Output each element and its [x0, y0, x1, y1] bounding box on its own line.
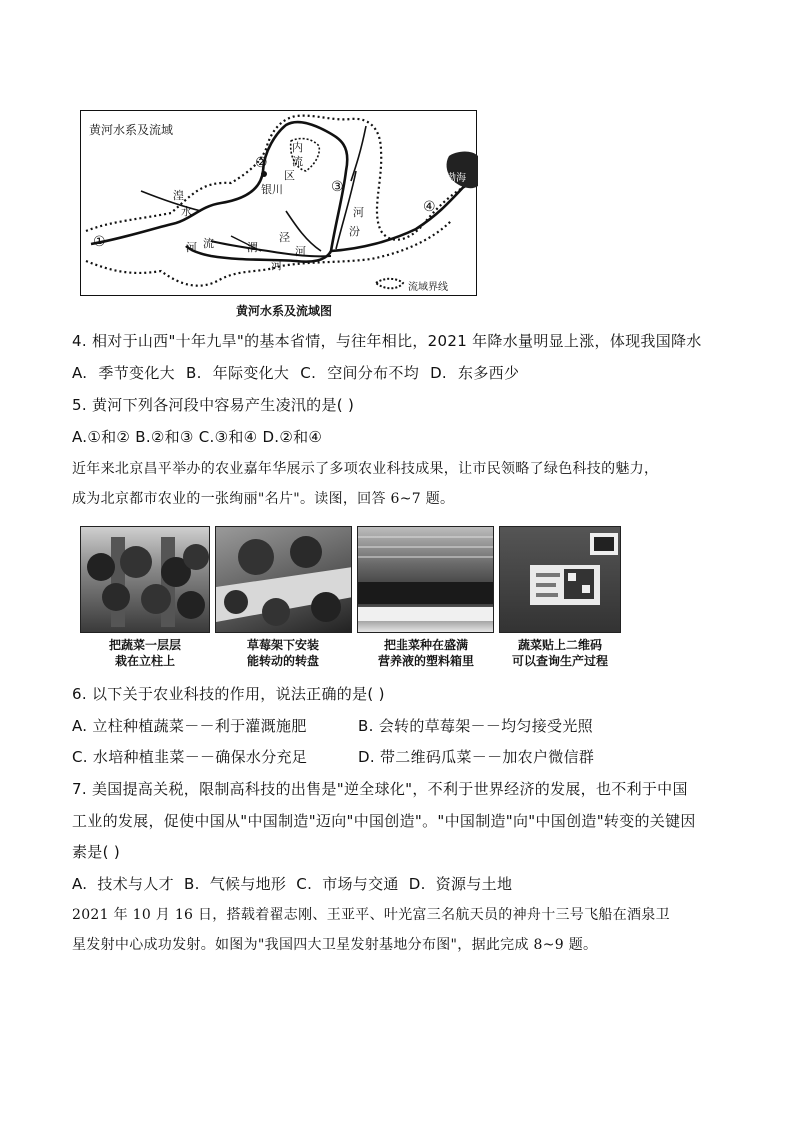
map-label-jing: 泾	[279, 231, 290, 244]
map-label-he3: 河	[295, 245, 306, 258]
photo-rotating-strawberry-rack	[215, 526, 352, 633]
map-inner-title: 黄河水系及流域	[89, 123, 174, 137]
map-label-3: ③	[331, 179, 344, 195]
photo-hydroponic-chives	[357, 526, 494, 633]
q6-option-d: D. 带二维码瓜菜－－加农户微信群	[358, 748, 595, 766]
q5-options: A.①和② B.②和③ C.③和④ D.②和④	[72, 428, 323, 446]
map-caption: 黄河水系及流域图	[235, 304, 332, 318]
photo-qr-code-label	[499, 526, 621, 633]
q7-line3: 素是( )	[72, 843, 120, 861]
photo-caption-4	[490, 637, 630, 669]
photo-caption-1-line1: 把蔬菜一层层	[108, 638, 181, 652]
q7-line1: 7. 美国提高关税，限制高科技的出售是"逆全球化"，不利于世界经济的发展，也不利于中国	[72, 780, 688, 798]
q5-stem: 5. 黄河下列各河段中容易产生凌汛的是( )	[72, 396, 355, 414]
map-label-he4: 河	[353, 206, 364, 219]
map-label-liu2: 流	[203, 237, 214, 250]
photo-caption-4-line1: 蔬菜贴上二维码	[517, 638, 602, 652]
photo-caption-2-line2: 能转动的转盘	[246, 654, 319, 668]
photo-caption-4-line2: 可以查询生产过程	[511, 654, 608, 668]
sea-label-bohai: 渤海	[446, 173, 466, 184]
photo-caption-2	[213, 637, 353, 669]
q6-stem: 6. 以下关于农业科技的作用，说法正确的是( )	[72, 685, 385, 703]
q7-line2: 工业的发展，促使中国从"中国制造"迈向"中国创造"。"中国制造"向"中国创造"转变的关键因	[72, 812, 696, 830]
photo-caption-3-line2: 营养液的塑料箱里	[377, 654, 474, 668]
photo-caption-1-line2: 栽在立柱上	[114, 654, 175, 668]
q4-stem: 4. 相对于山西"十年九旱"的基本省情，与往年相比，2021 年降水量明显上涨，体现我国降水	[72, 332, 702, 350]
q6-option-b: B. 会转的草莓架－－均匀接受光照	[358, 717, 593, 735]
photo-caption-3-line1: 把韭菜种在盛满	[383, 638, 468, 652]
map-label-nei: 内	[292, 141, 303, 154]
map-label-qu: 区	[284, 169, 295, 182]
q4-options: A. 季节变化大 B. 年际变化大 C. 空间分布不均 D. 东多西少	[72, 364, 520, 382]
map-label-wei: 渭	[247, 241, 258, 254]
city-yinchuan: 银川	[261, 183, 283, 196]
map-label-shui: 水	[181, 205, 192, 218]
photo-caption-3	[356, 637, 496, 669]
intro-8-9-line1: 2021 年 10 月 16 日，搭载着翟志刚、王亚平、叶光富三名航天员的神舟十三号飞船在酒泉卫	[72, 907, 670, 923]
photo-caption-1	[75, 637, 215, 669]
q6-option-c: C. 水培种植韭菜－－确保水分充足	[72, 748, 308, 766]
intro-6-7-line2: 成为北京都市农业的一张绚丽"名片"。读图，回答 6~7 题。	[72, 491, 455, 507]
intro-8-9-line2: 星发射中心成功发射。如图为"我国四大卫星发射基地分布图"，据此完成 8~9 题。	[72, 937, 598, 953]
map-label-he2: 河	[271, 259, 282, 272]
yellow-river-map	[80, 110, 477, 296]
intro-6-7-line1: 近年来北京昌平举办的农业嘉年华展示了多项农业科技成果，让市民领略了绿色科技的魅力，	[72, 461, 659, 477]
map-label-1: ①	[93, 234, 106, 250]
photo-vertical-column-vegetables	[80, 526, 210, 633]
q7-options: A. 技术与人才 B. 气候与地形 C. 市场与交通 D. 资源与土地	[72, 875, 513, 893]
photo-caption-2-line1: 草莓架下安装	[246, 638, 319, 652]
q6-option-a: A. 立柱种植蔬菜－－利于灌溉施肥	[72, 717, 307, 735]
legend-boundary-label: 流域界线	[408, 282, 448, 293]
map-label-huang: 湟	[173, 189, 184, 202]
map-label-2: ②	[255, 155, 268, 171]
map-label-he1: 河	[186, 241, 197, 254]
map-label-fen: 汾	[349, 225, 360, 238]
map-label-4: ④	[423, 199, 436, 215]
map-label-liu: 流	[292, 155, 303, 168]
